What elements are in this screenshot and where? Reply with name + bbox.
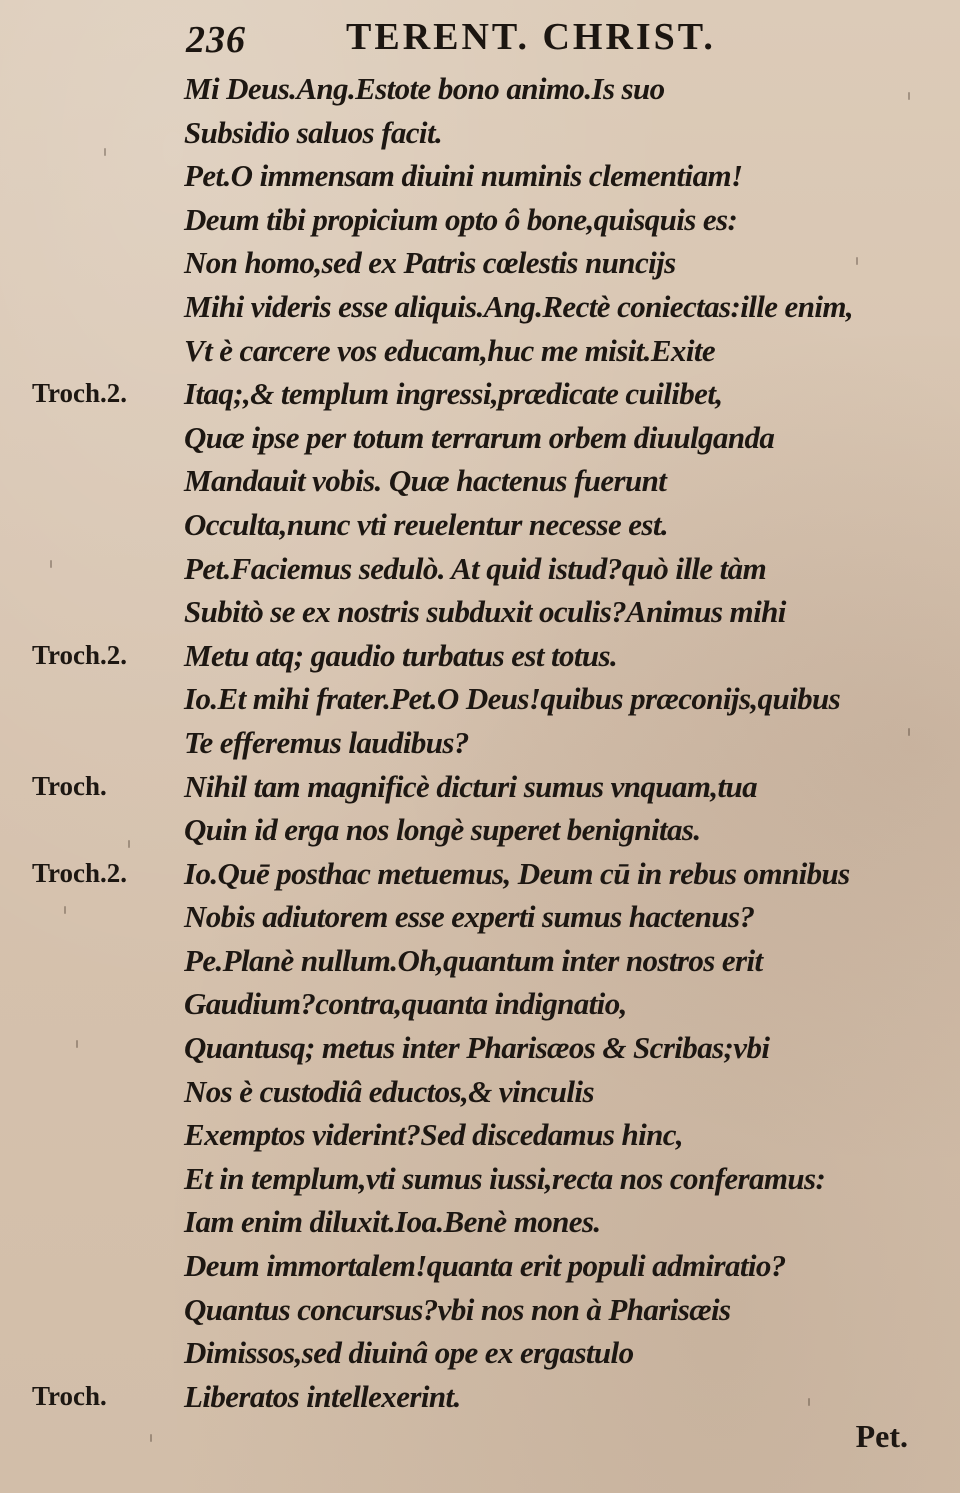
verse-line: Occulta,nunc vti reuelentur necesse est. (184, 506, 669, 542)
text-line (0, 503, 960, 547)
catchword: Pet. (855, 1418, 908, 1454)
verse-line: Nobis adiutorem esse experti sumus hactenus? (184, 899, 755, 935)
text-line (0, 1331, 960, 1375)
text-line (0, 198, 960, 242)
verse-line: Subsidio saluos facit. (184, 114, 443, 150)
verse-line: Dimissos,sed diuinâ ope ex ergastulo (184, 1335, 634, 1371)
verse-line: Mandauit vobis. Quæ hactenus fuerunt (184, 463, 667, 499)
verse-line: Quantus concursus?vbi nos non à Pharisæis (184, 1291, 731, 1327)
margin-note: Troch. (32, 770, 107, 801)
text-line (0, 721, 960, 765)
verse-line: Nihil tam magnificè dicturi sumus vnquam,tua (184, 768, 758, 804)
text-line (0, 67, 960, 111)
text-line (0, 1157, 960, 1201)
paper-speck (908, 92, 910, 100)
text-line (0, 154, 960, 198)
verse-line: Liberatos intellexerint. (184, 1378, 461, 1414)
text-line (0, 547, 960, 591)
paper-speck (64, 906, 66, 914)
verse-line: Nos è custodiâ eductos,& vinculis (184, 1073, 594, 1109)
verse-line: Quin id erga nos longè superet benignitas. (184, 812, 701, 848)
text-line (0, 1244, 960, 1288)
text-line (0, 285, 960, 329)
margin-note: Troch.2. (32, 857, 128, 888)
verse-line: Quæ ipse per totum terrarum orbem diuulganda (184, 419, 775, 455)
verse-line: Et in templum,vti sumus iussi,recta nos conferamus: (184, 1160, 826, 1196)
text-line (0, 852, 960, 896)
paper-speck (76, 1040, 78, 1048)
verse-line: Io.Quē posthac metuemus, Deum cū in rebus omnibus (184, 855, 850, 891)
verse-line: Mihi videris esse aliquis.Ang.Rectè coniectas:ille enim, (184, 288, 854, 324)
text-line (0, 808, 960, 852)
paper-speck (856, 257, 858, 265)
text-line (0, 765, 960, 809)
text-line (0, 1200, 960, 1244)
margin-note: Troch.2. (32, 639, 128, 670)
text-line (0, 372, 960, 416)
verse-line: Deum tibi propicium opto ô bone,quisquis es: (184, 201, 738, 237)
text-line (0, 1070, 960, 1114)
text-line (0, 634, 960, 678)
verse-line: Te efferemus laudibus? (184, 724, 469, 760)
text-line (0, 939, 960, 983)
verse-line: Exemptos viderint?Sed discedamus hinc, (184, 1117, 684, 1153)
verse-line: Non homo,sed ex Patris cœlestis nuncijs (184, 245, 676, 281)
text-line (0, 1113, 960, 1157)
verse-line: Gaudium?contra,quanta indignatio, (184, 986, 627, 1022)
verse-line: Pet.O immensam diuini numinis clementiam! (184, 158, 743, 194)
verse-line: Iam enim diluxit.Ioa.Benè mones. (184, 1204, 601, 1240)
paper-speck (808, 1398, 810, 1406)
text-line (0, 416, 960, 460)
verse-text-block (0, 67, 960, 1418)
verse-line: Io.Et mihi frater.Pet.O Deus!quibus præconijs,quibus (184, 681, 841, 717)
text-line (0, 677, 960, 721)
text-line (0, 982, 960, 1026)
text-line (0, 459, 960, 503)
text-line (0, 111, 960, 155)
text-line (0, 1375, 960, 1419)
paper-speck (908, 728, 910, 736)
verse-line: Pet.Faciemus sedulò. At quid istud?quò ille tàm (184, 550, 767, 586)
text-line (0, 1026, 960, 1070)
page-number: 236 (186, 19, 246, 61)
text-line (0, 329, 960, 373)
paper-speck (104, 148, 106, 156)
margin-note: Troch. (32, 1380, 107, 1411)
verse-line: Itaq;,& templum ingressi,prædicate cuilibet, (184, 376, 723, 412)
paper-speck (150, 1434, 152, 1442)
verse-line: Deum immortalem!quanta erit populi admiratio? (184, 1248, 786, 1284)
verse-line: Quantusq; metus inter Pharisæos & Scribas;vbi (184, 1030, 770, 1066)
verse-line: Metu atq; gaudio turbatus est totus. (184, 637, 618, 673)
verse-line: Mi Deus.Ang.Estote bono animo.Is suo (184, 71, 665, 106)
paper-speck (50, 560, 52, 568)
verse-line: Vt è carcere vos educam,huc me misit.Exite (184, 332, 715, 368)
text-line (0, 590, 960, 634)
running-head: TERENT. CHRIST. (346, 16, 716, 58)
verse-line: Pe.Planè nullum.Oh,quantum inter nostros erit (184, 942, 763, 978)
text-line (0, 241, 960, 285)
paper-speck (128, 840, 130, 848)
margin-note: Troch.2. (32, 378, 128, 409)
verse-line: Subitò se ex nostris subduxit oculis?Animus mihi (184, 594, 786, 630)
text-line (0, 895, 960, 939)
text-line (0, 1288, 960, 1332)
page-header (0, 0, 960, 72)
